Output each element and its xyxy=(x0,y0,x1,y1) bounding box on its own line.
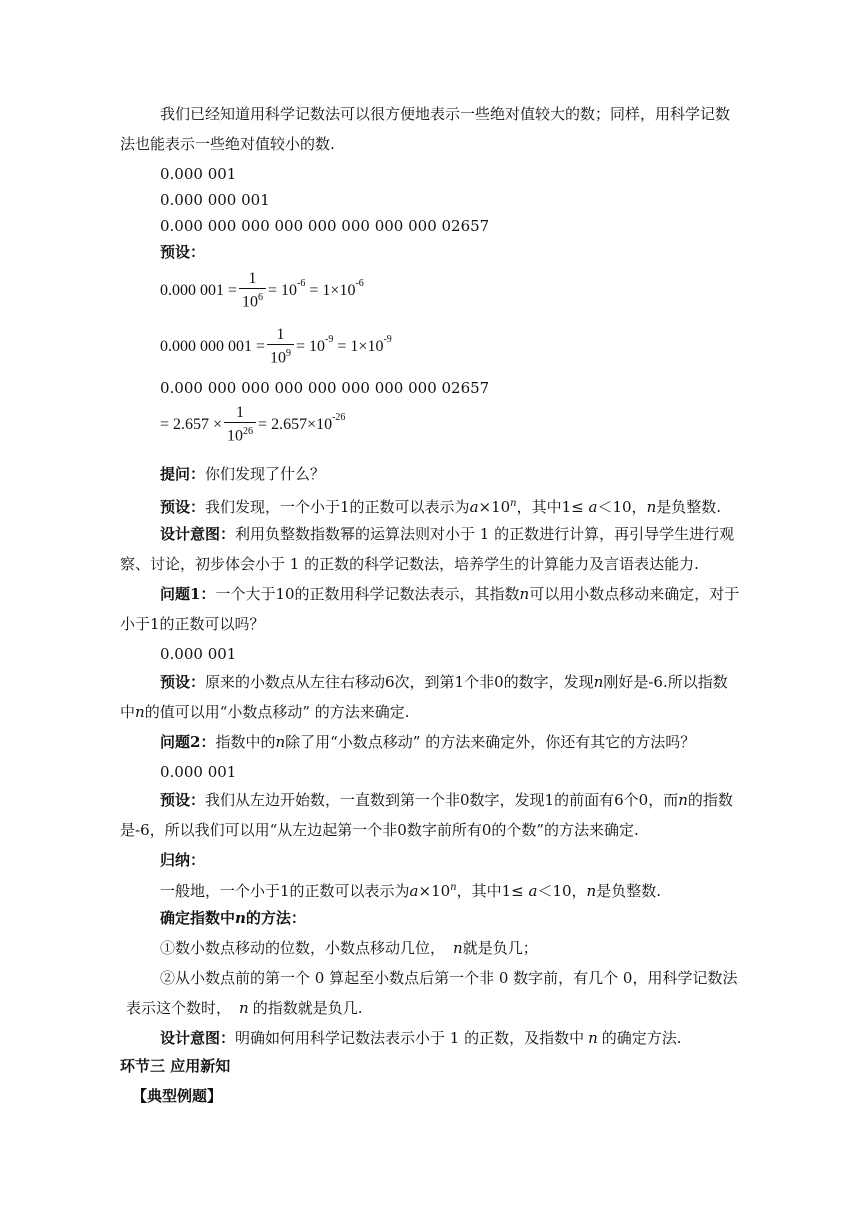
preset-2-line: 预设：我们发现，一个小于1的正数可以表示为$a\times 10^n$，其中1≤ a＜10，n是负整数. xyxy=(160,498,722,516)
method-heading: 确定指数中n的方法： xyxy=(160,909,306,927)
equation-3-line-1: 0.000 000 000 000 000 000 000 000 02657 xyxy=(160,379,490,397)
question-1-line-2: 小于1的正数可以吗？ xyxy=(120,615,265,633)
summary-label: 归纳： xyxy=(160,851,206,869)
summary-line: 一般地，一个小于1的正数可以表示为$a\times 10^n$，其中1≤ a＜10，n是负整数. xyxy=(160,882,661,900)
number-example-5: 0.000 001 xyxy=(160,763,237,781)
question-line: 提问：你们发现了什么？ xyxy=(160,465,326,483)
number-example-1: 0.000 001 xyxy=(160,165,237,183)
preset-label: 预设： xyxy=(160,243,206,261)
question-1-line-1: 问题1：一个大于10的正数用科学记数法表示，其指数n可以用小数点移动来确定，对于 xyxy=(160,585,740,603)
number-example-2: 0.000 000 001 xyxy=(160,191,270,209)
number-example-4: 0.000 001 xyxy=(160,645,237,663)
equation-2: 0.000 000 001 = $\frac{1}{10^9}$ = 10 $^{-9}$ = 1×10 $^{-9}$ xyxy=(160,326,392,367)
equation-3: = 2.657 × $\frac{1}{10^{26}}$ = 2.657×10 $^{-26}$ xyxy=(160,404,346,445)
section-title: 环节三 应用新知 xyxy=(120,1057,231,1075)
example-title: 【典型例题】 xyxy=(132,1087,223,1105)
intro-paragraph-line-1: 我们已经知道用科学记数法可以很方便地表示一些绝对值较大的数；同样，用科学记数 xyxy=(160,105,731,123)
method-2-line-1: ②从小数点前的第一个 0 算起至小数点后第一个非 0 数字前，有几个 0，用科学记数法 xyxy=(160,969,738,987)
preset-3-line-1: 预设：原来的小数点从左往右移动6次，到第1个非0的数字，发现n刚好是-6.所以指数 xyxy=(160,673,728,691)
method-2-line-2: 表示这个数时， n 的指数就是负几. xyxy=(126,999,363,1017)
preset-4-line-2: 是-6，所以我们可以用“从左边起第一个非0数字前所有0的个数”的方法来确定. xyxy=(120,821,639,839)
intro-paragraph-line-2: 法也能表示一些绝对值较小的数. xyxy=(120,135,335,153)
design-intent-1-line-2: 察、讨论，初步体会小于 1 的正数的科学记数法，培养学生的计算能力及言语表达能力. xyxy=(120,555,699,573)
design-intent-2: 设计意图：明确如何用科学记数法表示小于 1 的正数，及指数中 n 的确定方法. xyxy=(160,1029,682,1047)
question-2-line: 问题2：指数中的n除了用“小数点移动” 的方法来确定外，你还有其它的方法吗？ xyxy=(160,733,696,751)
number-example-3: 0.000 000 000 000 000 000 000 000 02657 xyxy=(160,217,490,235)
equation-1: 0.000 001 = $\frac{1}{10^6}$ = 10 $^{-6}$ = 1×10 $^{-6}$ xyxy=(160,270,364,311)
preset-4-line-1: 预设：我们从左边开始数，一直数到第一个非0数字，发现1的前面有6个0，而n的指数 xyxy=(160,791,733,809)
fraction-1-over-10-pow-9: $\frac{1}{10^9}$ xyxy=(267,326,294,367)
fraction-1-over-10-pow-6: $\frac{1}{10^6}$ xyxy=(239,270,266,311)
preset-3-line-2: 中n的值可以用“小数点移动” 的方法来确定. xyxy=(120,703,410,721)
method-1: ①数小数点移动的位数，小数点移动几位， n就是负几； xyxy=(160,939,538,957)
fraction-1-over-10-pow-26: $\frac{1}{10^{26}}$ xyxy=(224,404,256,445)
design-intent-1-line-1: 设计意图：利用负整数指数幂的运算法则对小于 1 的正数进行计算，再引导学生进行观 xyxy=(160,525,735,543)
